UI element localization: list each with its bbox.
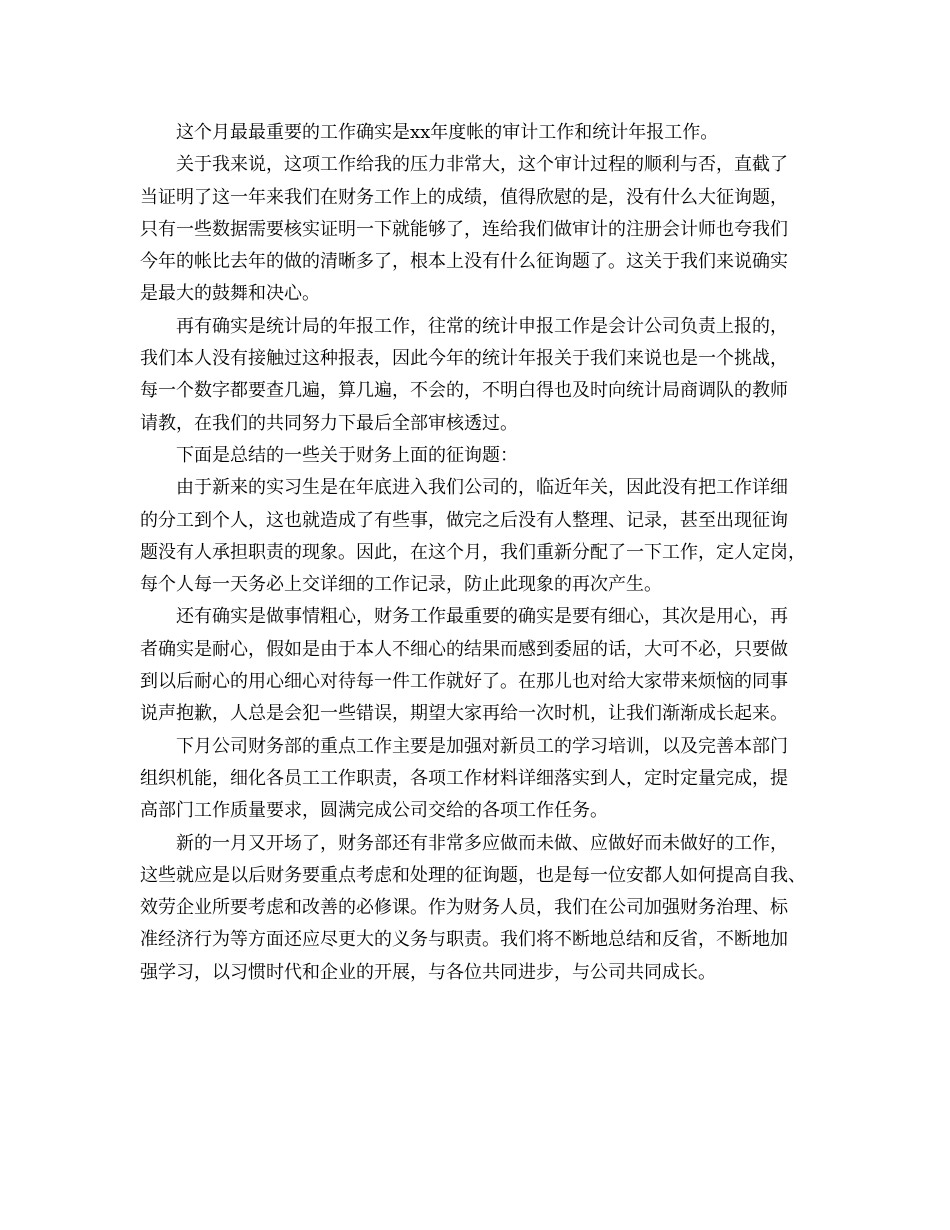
paragraph-line: 这些就应是以后财务要重点考虑和处理的征询题，也是每一位安都人如何提高自我、 (140, 864, 806, 886)
paragraph-line: 我们本人没有接触过这种报表，因此今年的统计年报关于我们来说也是一个挑战， (140, 348, 788, 370)
paragraph-1 (140, 117, 830, 149)
paragraph-4 (140, 440, 830, 472)
paragraph-line: 每一个数字都要查几遍，算几遍，不会的，不明白得也及时向统计局商调队的教师 (140, 380, 788, 402)
paragraph-7 (140, 731, 830, 828)
paragraph-line: 当证明了这一年来我们在财务工作上的成绩，值得欣慰的是，没有什么大征询题， (140, 186, 788, 208)
paragraph-line: 还有确实是做事情粗心，财务工作最重要的确实是要有细心，其次是用心，再 (176, 606, 788, 628)
paragraph-line: 是最大的鼓舞和决心。 (140, 283, 320, 305)
paragraph-line: 下面是总结的一些关于财务上面的征询题： (176, 444, 518, 466)
paragraph-line: 说声抱歉，人总是会犯一些错误，期望大家再给一次时机，让我们渐渐成长起来。 (140, 703, 788, 725)
paragraph-line: 题没有人承担职责的现象。因此，在这个月，我们重新分配了一下工作，定人定岗， (140, 541, 806, 563)
paragraph-3 (140, 311, 830, 440)
paragraph-line: 高部门工作质量要求，圆满完成公司交给的各项工作任务。 (140, 800, 608, 822)
paragraph-line: 今年的帐比去年的做的清晰多了，根本上没有什么征询题了。这关于我们来说确实 (140, 251, 788, 273)
paragraph-5 (140, 472, 830, 601)
paragraph-line: 的分工到个人，这也就造成了有些事，做完之后没有人整理、记录，甚至出现征询 (140, 509, 788, 531)
paragraph-line: 关于我来说，这项工作给我的压力非常大，这个审计过程的顺利与否，直截了 (176, 154, 788, 176)
paragraph-6 (140, 601, 830, 730)
paragraph-line: 由于新来的实习生是在年底进入我们公司的，临近年关，因此没有把工作详细 (176, 477, 788, 499)
paragraph-line: 请教，在我们的共同努力下最后全部审核透过。 (140, 412, 518, 434)
paragraph-8 (140, 828, 830, 989)
paragraph-line: 组织机能，细化各员工工作职责，各项工作材料详细落实到人，定时定量完成，提 (140, 767, 788, 789)
paragraph-line: 下月公司财务部的重点工作主要是加强对新员工的学习培训，以及完善本部门 (176, 735, 788, 757)
paragraph-line: 准经济行为等方面还应尽更大的义务与职责。我们将不断地总结和反省，不断地加 (140, 929, 788, 951)
paragraph-line: 者确实是耐心，假如是由于本人不细心的结果而感到委屈的话，大可不必，只要做 (140, 638, 788, 660)
paragraph-2 (140, 149, 830, 310)
paragraph-line: 这个月最最重要的工作确实是xx年度帐的审计工作和统计年报工作。 (176, 122, 719, 143)
paragraph-line: 效劳企业所要考虑和改善的必修课。作为财务人员，我们在公司加强财务治理、标 (140, 897, 788, 919)
paragraph-line: 只有一些数据需要核实证明一下就能够了，连给我们做审计的注册会计师也夸我们 (140, 218, 788, 240)
paragraph-line: 到以后耐心的用心细心对待每一件工作就好了。在那儿也对给大家带来烦恼的同事 (140, 671, 788, 693)
paragraph-line: 新的一月又开场了，财务部还有非常多应做而未做、应做好而未做好的工作， (176, 832, 788, 854)
paragraph-line: 再有确实是统计局的年报工作，往常的统计申报工作是会计公司负责上报的， (176, 315, 788, 337)
document-body (140, 117, 830, 989)
paragraph-line: 强学习，以习惯时代和企业的开展，与各位共同进步，与公司共同成长。 (140, 961, 716, 983)
paragraph-line: 每个人每一天务必上交详细的工作记录，防止此现象的再次产生。 (140, 574, 662, 596)
